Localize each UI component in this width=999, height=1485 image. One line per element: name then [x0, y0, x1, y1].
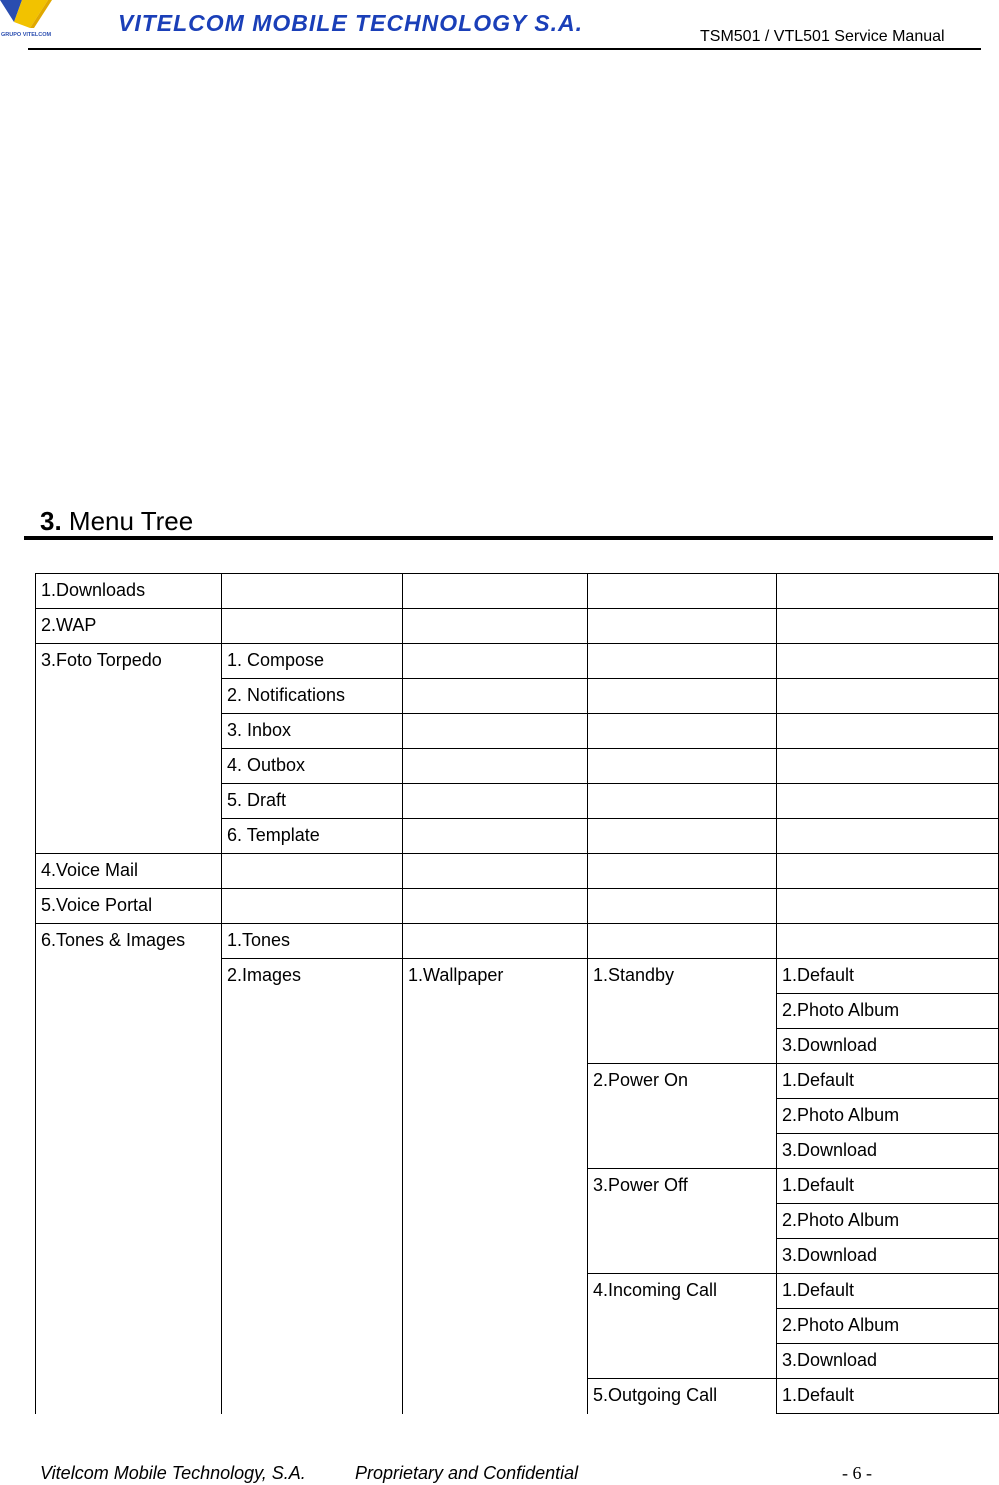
table-row — [36, 924, 999, 959]
manual-title: TSM501 / VTL501 Service Manual — [700, 28, 945, 45]
menu-cell: 3.Download — [777, 1239, 999, 1274]
company-name: VITELCOM MOBILE TECHNOLOGY S.A. — [118, 10, 584, 36]
menu-cell: 1.Tones — [222, 924, 403, 959]
menu-tree-table — [35, 573, 999, 1414]
menu-cell: 2.WAP — [36, 609, 222, 644]
menu-cell: 1. Compose — [222, 644, 403, 679]
header-divider — [28, 48, 981, 50]
menu-cell: 1.Default — [777, 1379, 999, 1414]
table-row — [36, 889, 999, 924]
menu-cell: 3.Download — [777, 1134, 999, 1169]
menu-cell: 2.Photo Album — [777, 1099, 999, 1134]
menu-cell: 1.Wallpaper — [403, 959, 588, 1414]
menu-cell: 2.Photo Album — [777, 994, 999, 1029]
menu-cell: 1.Default — [777, 1169, 999, 1204]
menu-cell: 2. Notifications — [222, 679, 403, 714]
menu-cell: 1.Default — [777, 1274, 999, 1309]
menu-cell: 2.Photo Album — [777, 1204, 999, 1239]
section-divider — [24, 536, 993, 540]
menu-cell: 4. Outbox — [222, 749, 403, 784]
menu-cell: 4.Voice Mail — [36, 854, 222, 889]
table-row — [36, 574, 999, 609]
menu-cell: 6.Tones & Images — [36, 924, 222, 1414]
menu-cell: 3.Foto Torpedo — [36, 644, 222, 854]
menu-cell: 3.Power Off — [588, 1169, 777, 1274]
menu-cell: 2.Photo Album — [777, 1309, 999, 1344]
section-title: Menu Tree — [68, 506, 194, 536]
menu-cell: 1.Standby — [588, 959, 777, 1064]
section-heading — [40, 506, 193, 537]
table-row — [36, 644, 999, 679]
menu-cell: 1.Default — [777, 959, 999, 994]
logo-caption: GRUPO VITELCOM — [1, 32, 52, 38]
menu-cell: 5.Outgoing Call — [588, 1379, 777, 1414]
menu-cell: 5. Draft — [222, 784, 403, 819]
footer-notice: Proprietary and Confidential — [355, 1463, 579, 1483]
menu-cell: 1.Default — [777, 1064, 999, 1099]
menu-cell: 1.Downloads — [36, 574, 222, 609]
menu-cell: 4.Incoming Call — [588, 1274, 777, 1379]
table-row — [36, 854, 999, 889]
table-row — [36, 609, 999, 644]
menu-cell: 2.Images — [222, 959, 403, 1414]
vitelcom-logo — [0, 0, 58, 40]
menu-cell: 5.Voice Portal — [36, 889, 222, 924]
footer-company: Vitelcom Mobile Technology, S.A. — [40, 1463, 306, 1483]
menu-cell: 2.Power On — [588, 1064, 777, 1169]
menu-cell: 3.Download — [777, 1344, 999, 1379]
page-number: - 6 - — [842, 1463, 872, 1483]
menu-cell: 6. Template — [222, 819, 403, 854]
section-number: 3. — [40, 506, 62, 536]
menu-cell: 3.Download — [777, 1029, 999, 1064]
menu-cell: 3. Inbox — [222, 714, 403, 749]
